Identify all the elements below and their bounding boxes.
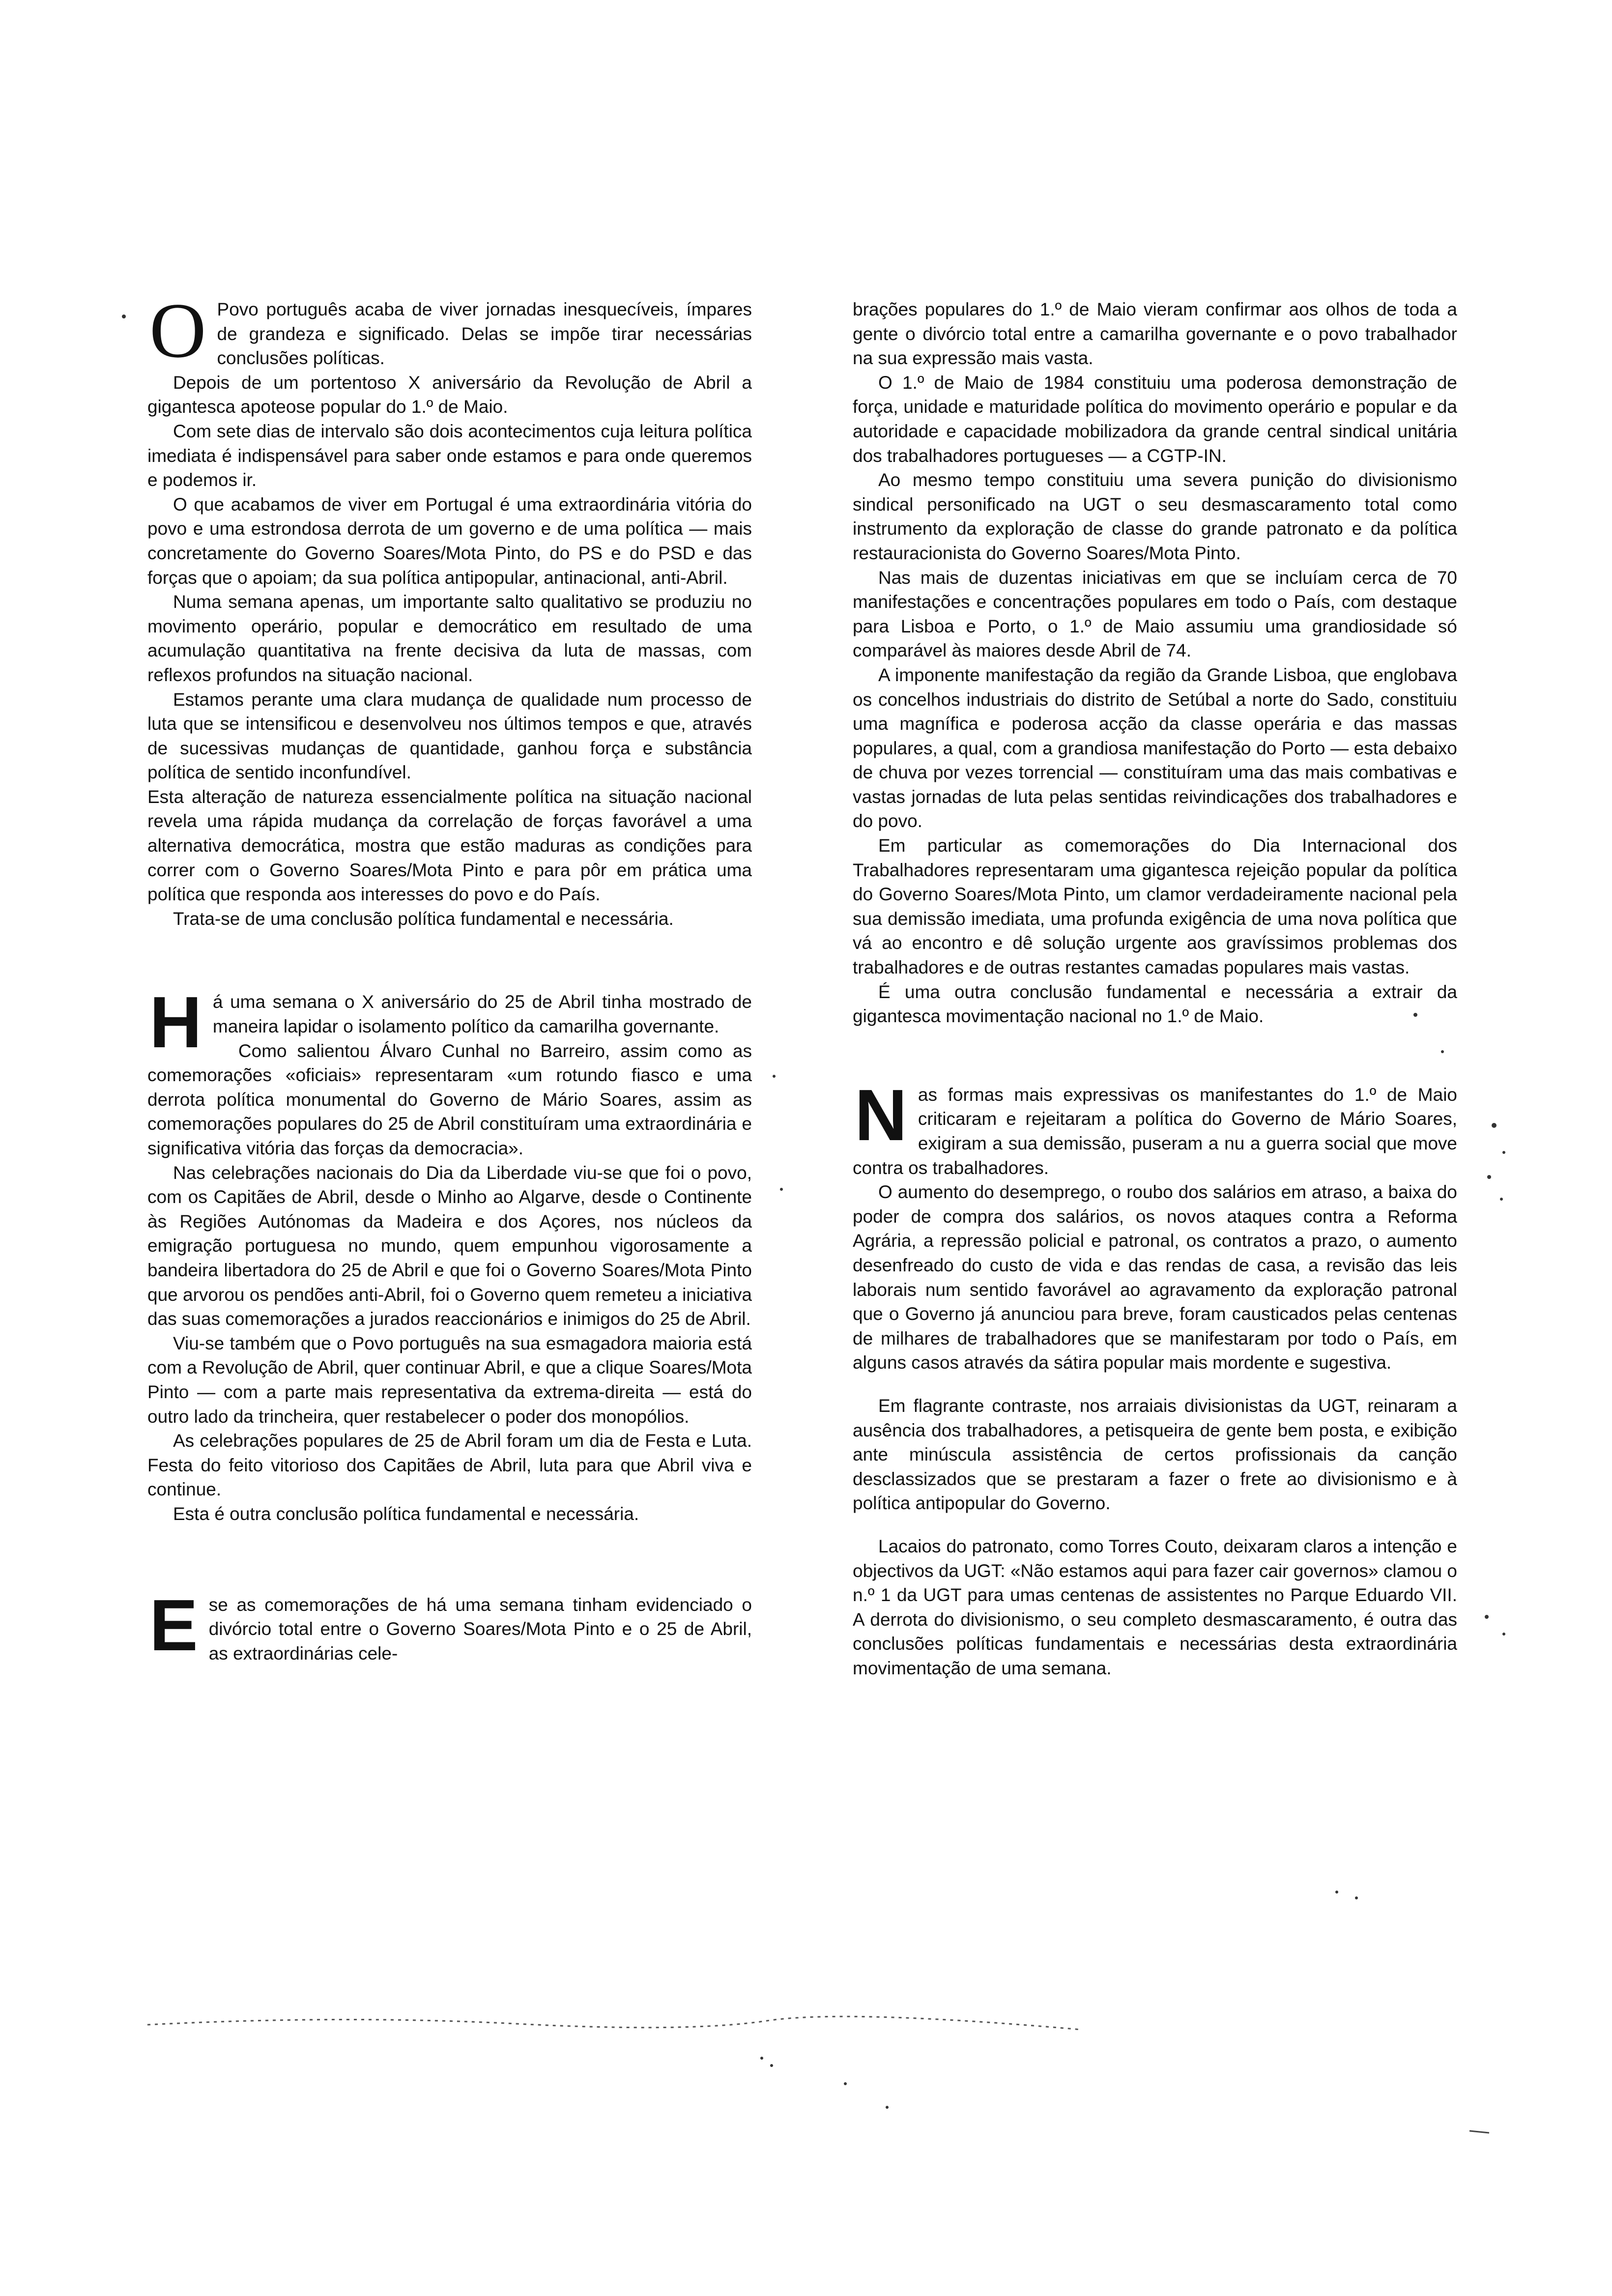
section-opening bbox=[147, 287, 752, 931]
paragraph: Esta alteração de natureza essencialmente política na situação nacional revela uma rápida mudança da correlação de forças favorável a uma alternativa democrática, mostra que estão maduras as condições para correr com o Governo Soares/Mota Pinto e para pôr em prática uma política que responda aos interesses do povo e do País. bbox=[147, 786, 752, 905]
paragraph: Como salientou Álvaro Cunhal no Barreiro, assim como as comemorações «oficiais» representaram «um rotundo fiasco e uma derrota política monumental do Governo de Mário Soares, assim as comemorações populares do 25 de Abril constituíram uma extraordinária e significativa vitória das forças da democracia». bbox=[147, 1040, 752, 1158]
section-25-abril bbox=[147, 982, 752, 1526]
paragraph: brações populares do 1.º de Maio vieram confirmar aos olhos de toda a gente o divórcio total entre a camarilha governante e o povo trabalhador na sua expressão mais vasta. bbox=[853, 299, 1457, 369]
paragraph: Em flagrante contraste, nos arraiais divisionistas da UGT, reinaram a ausência dos trabalhadores, a petisqueira de gente bem posta, e exibição ante minúscula assistência de certos profissionais da canção desclassizados que se prestaram a fazer o frete ao divisionismo e à política antipopular do Governo. bbox=[853, 1395, 1457, 1514]
paragraph: As celebrações populares de 25 de Abril foram um dia de Festa e Luta. Festa do feito vitorioso dos Capitães de Abril, luta para que Abril viva e continue. bbox=[147, 1431, 752, 1500]
paragraph: O aumento do desemprego, o roubo dos salários em atraso, a baixa do poder de compra dos salários, os novos ataques contra a Reforma Agrária, a repressão policial e patronal, os contratos a prazo, o aumento desenfreado do custo de vida e das rendas de casa, a revisão das leis laborais num sentido favorável ao agravamento da exploração patronal que o Governo já anunciou para breve, foram causticados pelas centenas de milhares de trabalhadores que se manifestaram por todo o País, em alguns casos através da sátira popular mais mordente e sugestiva. bbox=[853, 1182, 1457, 1373]
paragraph: Depois de um portentoso X aniversário da Revolução de Abril a gigantesca apoteose popular do 1.º de Maio. bbox=[147, 372, 752, 417]
dropcap-h: H bbox=[149, 982, 202, 1063]
left-column bbox=[147, 287, 752, 1666]
paragraph: Povo português acaba de viver jornadas inesquecíveis, ímpares de grandeza e significado. Delas se impõe tirar necessárias conclusões políticas. bbox=[217, 299, 752, 369]
paragraph: A imponente manifestação da região da Grande Lisboa, que englobava os concelhos industriais do distrito de Setúbal a norte do Sado, constituiu uma magnífica e poderosa acção da classe operária e das massas populares, a qual, com a grandiosa manifestação do Porto — esta debaixo de chuva por vezes torrencial — constituíram uma das mais combativas e vastas jornadas de luta pelas sentidas reivindicações dos trabalhadores e do povo. bbox=[853, 664, 1457, 832]
dropcap-o: O bbox=[149, 287, 206, 374]
section-1-maio bbox=[853, 297, 1457, 1029]
paragraph: O que acabamos de viver em Portugal é uma extraordinária vitória do povo e uma estrondosa derrota de um governo e de uma política — mais concretamente do Governo Soares/Mota Pinto, do PS e do PSD e das forças que o apoiam; da sua política antipopular, antinacional, anti-Abril. bbox=[147, 494, 752, 588]
paragraph: Numa semana apenas, um importante salto qualitativo se produziu no movimento operário, popular e democrático em resultado de uma acumulação quantitativa na frente decisiva da luta de massas, com reflexos profundos na situação nacional. bbox=[147, 592, 752, 685]
paragraph: á uma semana o X aniversário do 25 de Abril tinha mostrado de maneira lapidar o isolamento político da camarilha governante. bbox=[212, 992, 752, 1037]
paragraph: Viu-se também que o Povo português na sua esmagadora maioria está com a Revolução de Abril, quer continuar Abril, e que a clique Soares/Mota Pinto — com a parte mais representativa da extrema-direita — está do outro lado da trincheira, quer restabelecer o poder dos monopólios. bbox=[147, 1333, 752, 1427]
dropcap-n: N bbox=[855, 1074, 907, 1156]
dropcap-e: E bbox=[149, 1584, 198, 1666]
paragraph: Trata-se de uma conclusão política fundamental e necessária. bbox=[173, 908, 674, 929]
paragraph: se as comemorações de há uma semana tinham evidenciado o divórcio total entre o Governo Soares/Mota Pinto e o 25 de Abril, as extraordinárias cele- bbox=[208, 1594, 752, 1664]
paragraph: as formas mais expressivas os manifestantes do 1.º de Maio criticaram e rejeitaram a política do Governo de Mário Soares, exigiram a sua demissão, puseram a nu a guerra social que move contra os trabalhadores. bbox=[853, 1084, 1457, 1178]
paragraph: É uma outra conclusão fundamental e necessária a extrair da gigantesca movimentação nacional no 1.º de Maio. bbox=[853, 981, 1457, 1027]
paragraph: O 1.º de Maio de 1984 constituiu uma poderosa demonstração de força, unidade e maturidade política do movimento operário e popular e da autoridade e capacidade mobilizadora da grande central sindical unitária dos trabalhadores portugueses — a CGTP-IN. bbox=[853, 372, 1457, 466]
paragraph: Nas mais de duzentas iniciativas em que se incluíam cerca de 70 manifestações e concentrações populares em todo o País, com destaque para Lisboa e Porto, o 1.º de Maio assumiu uma grandiosidade só comparável às maiores desde Abril de 74. bbox=[853, 567, 1457, 661]
paragraph: Esta é outra conclusão política fundamental e necessária. bbox=[173, 1503, 639, 1524]
right-column bbox=[853, 297, 1457, 1680]
paragraph: Estamos perante uma clara mudança de qualidade num processo de luta que se intensificou e desenvolveu nos últimos tempos e que, através de sucessivas mudanças de quantidade, ganhou força e substância política de sentido inconfundível. bbox=[147, 689, 752, 783]
paragraph: Nas celebrações nacionais do Dia da Liberdade viu-se que foi o povo, com os Capitães de Abril, desde o Minho ao Algarve, desde o Continente às Regiões Autónomas da Madeira e dos Açores, nos núcleos da emigração portuguesa no mundo, quem empunhou vigorosamente a bandeira libertadora do 25 de Abril e que foi o Governo Soares/Mota Pinto que arvorou os pendões anti-Abril, foi o Governo quem remeteu a iniciativa das suas comemorações a jurados reaccionários e inimigos do 25 de Abril. bbox=[147, 1162, 752, 1329]
section-celebracoes bbox=[147, 1584, 752, 1666]
paragraph: Com sete dias de intervalo são dois acontecimentos cuja leitura política imediata é indispensável para saber onde estamos e para onde queremos e podemos ir. bbox=[147, 421, 752, 490]
paragraph: Em particular as comemorações do Dia Internacional dos Trabalhadores representaram uma gigantesca rejeição popular da política do Governo Soares/Mota Pinto, um clamor verdadeiramente nacional pela sua demissão imediata, uma profunda exigência de uma nova política que vá ao encontro e dê solução urgente aos gravíssimos problemas dos trabalhadores e de outras restantes camadas populares mais vastas. bbox=[853, 835, 1457, 978]
paragraph: Ao mesmo tempo constituiu uma severa punição do divisionismo sindical personificado na UGT o seu desmascaramento total como instrumento da exploração de classe do grande patronato e da política restauracionista do Governo Soares/Mota Pinto. bbox=[853, 470, 1457, 563]
section-manifestantes bbox=[853, 1074, 1457, 1681]
paragraph: Lacaios do patronato, como Torres Couto, deixaram claros a intenção e objectivos da UGT: «Não estamos aqui para fazer cair governos» clamou o n.º 1 da UGT para umas centenas de assistentes no Parque Eduardo VII. A derrota do divisionismo, o seu completo desmascaramento, é outra das conclusões políticas fundamentais e necessárias desta extraordinária movimentação de uma semana. bbox=[853, 1536, 1457, 1678]
